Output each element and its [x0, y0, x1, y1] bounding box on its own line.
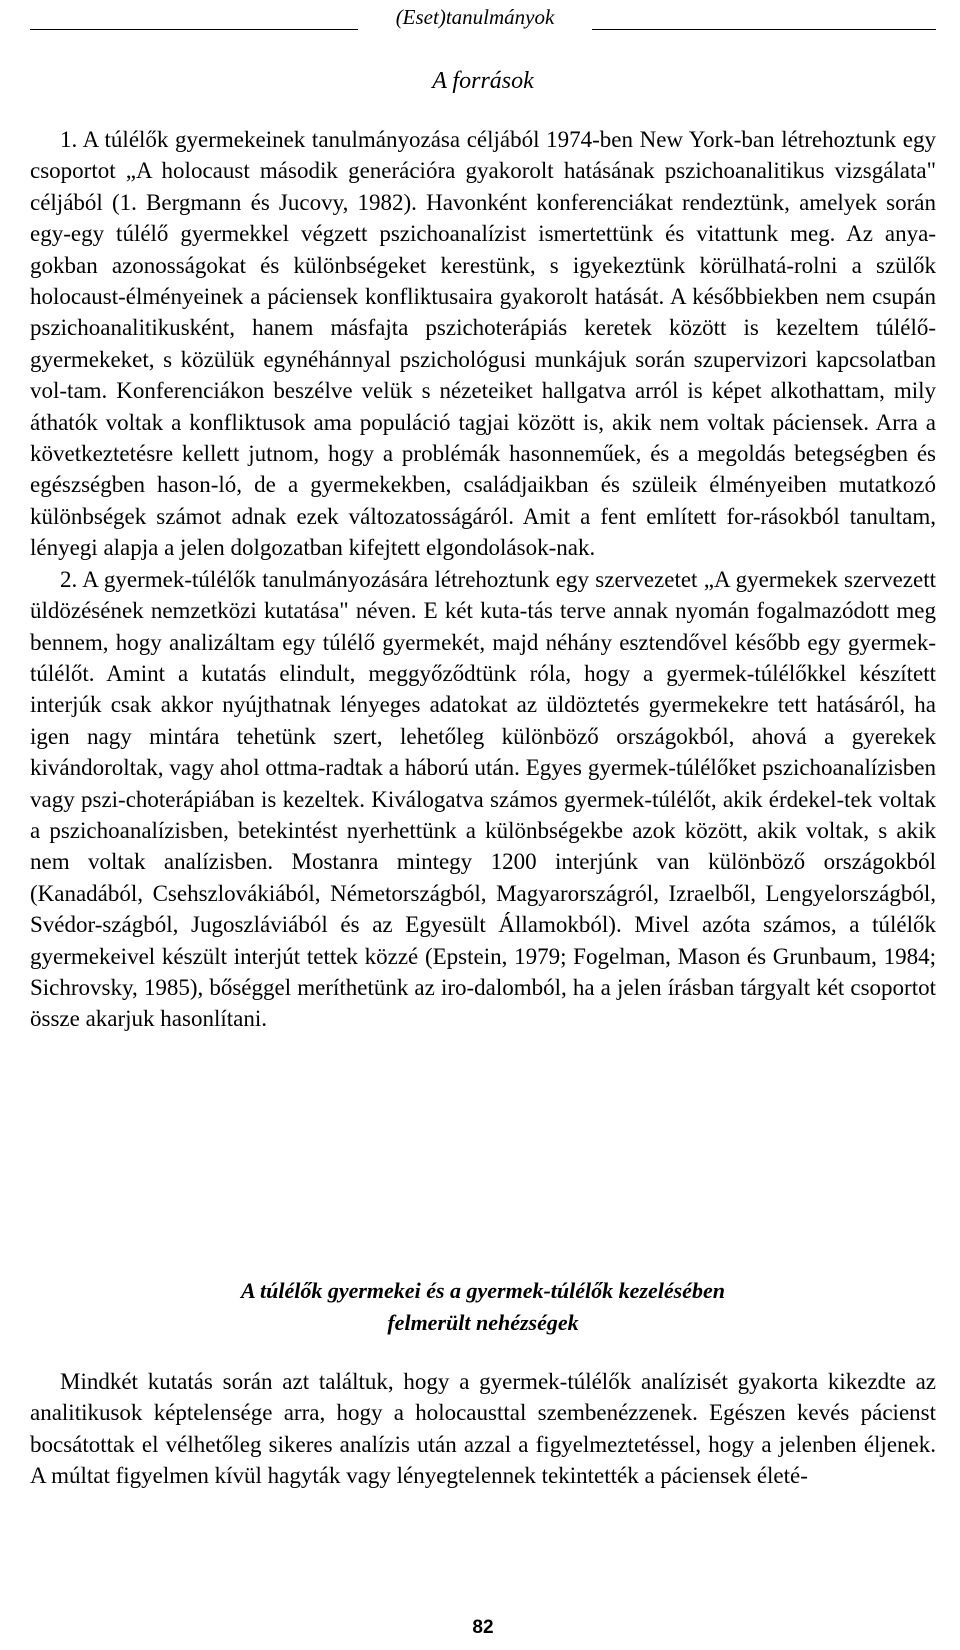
body-text-2 [30, 1366, 936, 1492]
paragraph-1: 1. A túlélők gyermekeinek tanulmányozása céljából 1974-ben New York-ban létrehoztunk egy csoportot „A holocaust második generációra gyakorolt hatásának pszichoanalitikus vizsgálata" céljából (1. Bergmann és Jucovy, 1982). Havonként konferenciákat rendeztünk, amelyek során egy-egy túlélő gyermekkel végzett pszichoanalízist ismertettünk és vitattunk meg. Az anya-gokban azonosságokat és különbségeket kerestünk, s igyekeztünk körülhatá-rolni a szülők holocaust-élményeinek a páciensek konfliktusaira gyakorolt hatását. A későbbiekben nem csupán pszichoanalitikusként, hanem másfajta pszichoterápiás keretek között is kezeltem túlélő-gyermekeket, s közülük egynéhánnyal pszichológusi munkájuk során szupervizori kapcsolatban vol-tam. Konferenciákon beszélve velük s nézeteiket hallgatva arról is képet alkothattam, mily áthatók voltak a konfliktusok ama populáció tagjai között is, akik nem voltak páciensek. Arra a következtetésre kellett jutnom, hogy a problémák hasonneműek, és a megoldás betegségben és egészségben hason-ló, de a gyermekekben, családjaikban és szüleik élményeiben mutatkozó különbségek számot adnak ezek változatosságáról. Amit a fent említett for-rásokból tanultam, lényegi alapja a jelen dolgozatban kifejtett elgondolások-nak. [30, 127, 936, 561]
body-text [30, 124, 936, 1035]
running-header [30, 4, 936, 30]
paragraph-3: Mindkét kutatás során azt találtuk, hogy a gyermek-túlélők analízisét gyakorta kikezdte az analitikusok képtelensége arra, hogy a holocausttal szembenézzenek. Egészen kevés pácienst bocsátottak el vélhetőleg sikeres analízis után azzal a figyelmeztetéssel, hogy a jelenben éljenek. A múltat figyelmen kívül hagyták vagy lényegtelennek tekintették a páciensek életé- [30, 1369, 936, 1489]
document-page [30, 0, 936, 1650]
header-rule-left [30, 29, 358, 30]
subheading-line-1: A túlélők gyermekei és a gyermek-túlélők kezelésében [241, 1278, 725, 1303]
running-title: (Eset)tanulmányok [395, 5, 555, 29]
subheading [30, 1275, 936, 1339]
header-rule-right [592, 29, 936, 30]
subheading-line-2: felmerült nehézségek [387, 1310, 579, 1335]
page-number: 82 [472, 1617, 494, 1638]
paragraph-2: 2. A gyermek-túlélők tanulmányozására létrehoztunk egy szervezetet „A gyermekek szervezett üldözésének nemzetközi kutatása" néven. E két kuta-tás terve annak nyomán fogalmazódott meg bennem, hogy analizáltam egy túlélő gyermekét, majd néhány esztendővel később egy gyermek-túlélőt. Amint a kutatás elindult, meggyőződtünk róla, hogy a gyermek-túlélőkkel készített interjúk csak akkor nyújthatnak lényeges adatokat az üldöztetés gyermekekre tett hatásáról, ha igen nagy mintára tehetünk szert, lehetőleg különböző országokból, ahová a gyerekek kivándoroltak, vagy ahol ottma-radtak a háború után. Egyes gyermek-túlélőket pszichoanalízisben vagy pszi-choterápiában is kezeltek. Kiválogatva számos gyermek-túlélőt, akik érdekel-tek voltak a pszichoanalízisben, betekintést nyerhettünk a különbségekbe azok között, akik voltak, s akik nem voltak analízisben. Mostanra mintegy 1200 interjúnk van különböző országokból (Kanadából, Csehszlovákiából, Németországból, Magyarországról, Izraelből, Lengyelországból, Svédor-szágból, Jugoszláviából és az Egyesült Államokból). Mivel azóta számos, a túlélők gyermekeivel készült interjút tettek közzé (Epstein, 1979; Fogelman, Mason és Grunbaum, 1984; Sichrovsky, 1985), bőséggel meríthetünk az iro-dalomból, ha a jelen írásban tárgyalt két csoportot össze akarjuk hasonlítani. [30, 566, 936, 1032]
section-title: A források [432, 68, 534, 94]
